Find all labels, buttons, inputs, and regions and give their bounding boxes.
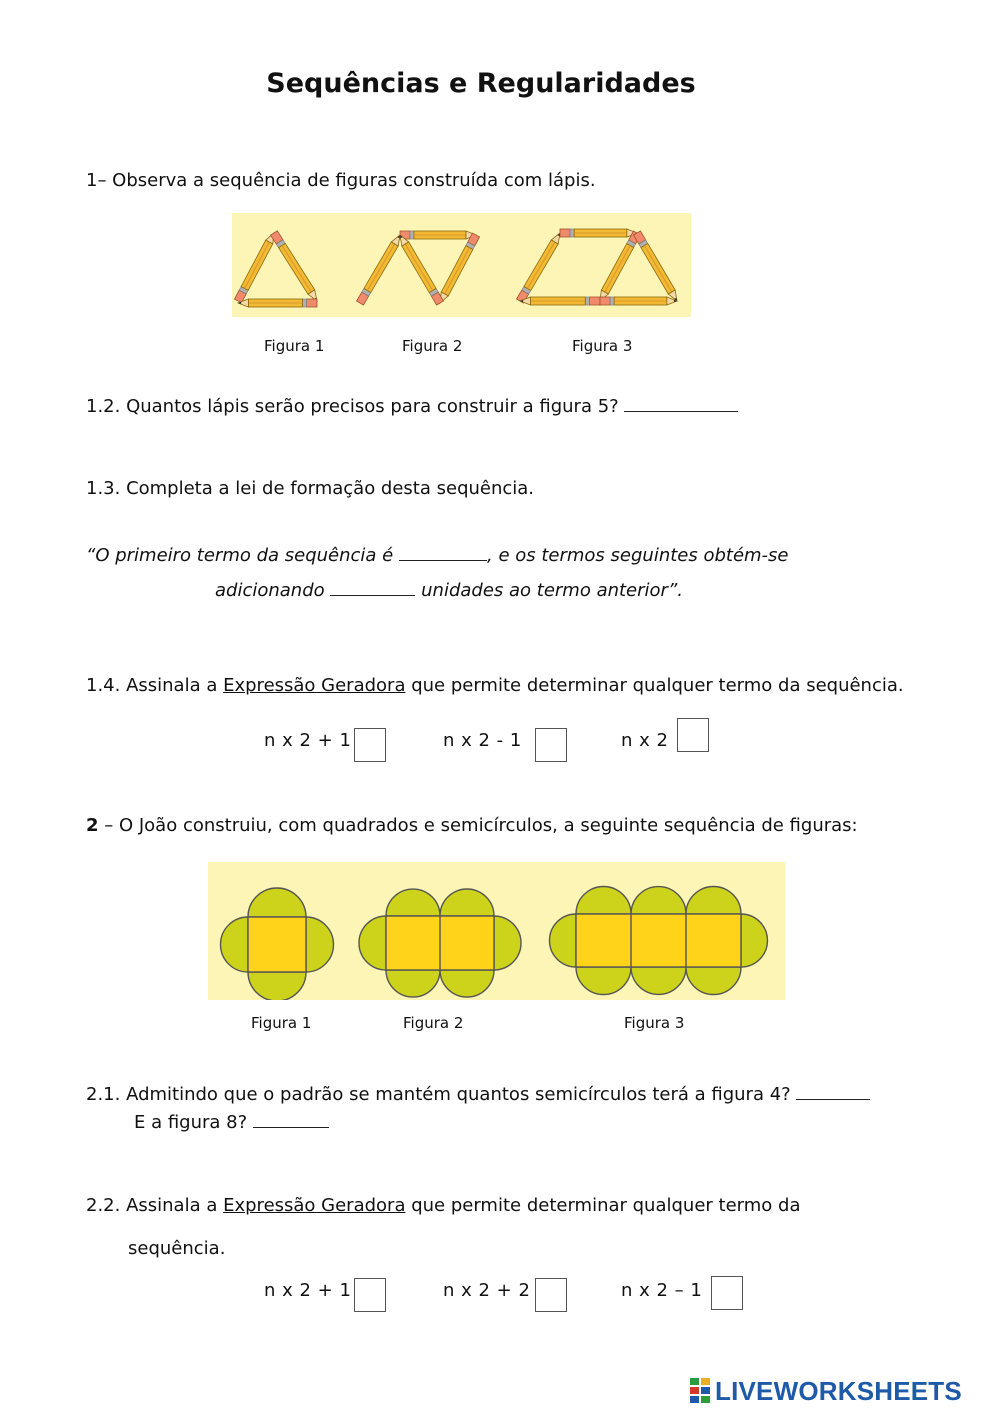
- q2-1-figure8-blank[interactable]: [253, 1111, 329, 1128]
- liveworksheets-logo-icon: [690, 1378, 712, 1404]
- q1-4-prefix: 1.4. Assinala a: [86, 675, 218, 696]
- q1-caption-3: Figura 3: [572, 337, 633, 355]
- liveworksheets-logo[interactable]: [690, 1376, 962, 1406]
- q2-caption-3: Figura 3: [624, 1014, 685, 1032]
- q2-2-suffix: que permite determinar qualquer termo da: [411, 1195, 801, 1216]
- page-title: Sequências e Regularidades: [266, 68, 696, 99]
- q1-4-term: Expressão Geradora: [223, 675, 406, 696]
- fig3-pencil: [560, 229, 637, 237]
- q1-2-text: 1.2. Quantos lápis serão precisos para construir a figura 5?: [86, 396, 619, 417]
- q1-3-question: 1.3. Completa a lei de formação desta sequência.: [86, 478, 535, 499]
- q1-4-suffix: que permite determinar qualquer termo da sequência.: [411, 675, 904, 696]
- q1-intro: 1– Observa a sequência de figuras construída com lápis.: [86, 170, 596, 191]
- q2-2-term: Expressão Geradora: [223, 1195, 406, 1216]
- q1-option-2-checkbox[interactable]: [535, 728, 567, 762]
- law-text-1: “O primeiro termo da sequência é: [86, 545, 394, 566]
- q2-2-question: [86, 1195, 800, 1216]
- q2-option-3-label: n x 2 – 1: [621, 1280, 703, 1301]
- squares-semicircles-figure: [208, 862, 785, 1000]
- q2-1-figure4-blank[interactable]: [796, 1083, 870, 1100]
- law-text-4: unidades ao termo anterior”.: [421, 580, 683, 601]
- q1-2-question: [86, 395, 738, 417]
- q2-option-1-checkbox[interactable]: [354, 1278, 386, 1312]
- q2-2-continuation: sequência.: [128, 1238, 226, 1259]
- q1-3-law-line-1: [86, 544, 789, 566]
- q1-3-law-line-2: [215, 579, 683, 601]
- q2-caption-1: Figura 1: [251, 1014, 312, 1032]
- q2-2-prefix: 2.2. Assinala a: [86, 1195, 218, 1216]
- q1-caption-2: Figura 2: [402, 337, 463, 355]
- law-text-3: adicionando: [215, 580, 325, 601]
- q2-option-1-label: n x 2 + 1: [264, 1280, 352, 1301]
- pencil-triangles-figure: [232, 213, 691, 317]
- fig3-pencil: [600, 297, 677, 305]
- first-term-blank[interactable]: [399, 544, 487, 561]
- law-text-2: , e os termos seguintes obtém-se: [487, 545, 789, 566]
- q1-option-1-checkbox[interactable]: [354, 728, 386, 762]
- q1-option-2-label: n x 2 - 1: [443, 730, 522, 751]
- q2-option-3-checkbox[interactable]: [711, 1276, 743, 1310]
- q2-intro-text: – O João construiu, com quadrados e semicírculos, a seguinte sequência de figuras:: [98, 815, 858, 836]
- q1-caption-1: Figura 1: [264, 337, 325, 355]
- liveworksheets-logo-text: LIVEWORKSHEETS: [715, 1375, 962, 1406]
- q1-option-3-label: n x 2: [621, 730, 669, 751]
- q1-2-answer-blank[interactable]: [624, 395, 738, 412]
- q2-option-2-checkbox[interactable]: [535, 1278, 567, 1312]
- q1-option-3-checkbox[interactable]: [677, 718, 709, 752]
- increment-blank[interactable]: [330, 579, 415, 596]
- q2-1-text: 2.1. Admitindo que o padrão se mantém quantos semicírculos terá a figura 4?: [86, 1084, 791, 1105]
- q2-1-text-b: E a figura 8?: [134, 1112, 248, 1133]
- q2-1-question: [86, 1083, 870, 1105]
- q2-caption-2: Figura 2: [403, 1014, 464, 1032]
- fig3-pencil: [520, 297, 600, 305]
- q2-1-question-b: [134, 1111, 329, 1133]
- q2-number: 2: [86, 815, 99, 836]
- q2-intro: [86, 815, 858, 836]
- q1-option-1-label: n x 2 + 1: [264, 730, 352, 751]
- fig2-pencil: [400, 231, 476, 239]
- q1-4-question: [86, 675, 904, 696]
- fig1-pencil: [238, 299, 317, 307]
- q2-option-2-label: n x 2 + 2: [443, 1280, 531, 1301]
